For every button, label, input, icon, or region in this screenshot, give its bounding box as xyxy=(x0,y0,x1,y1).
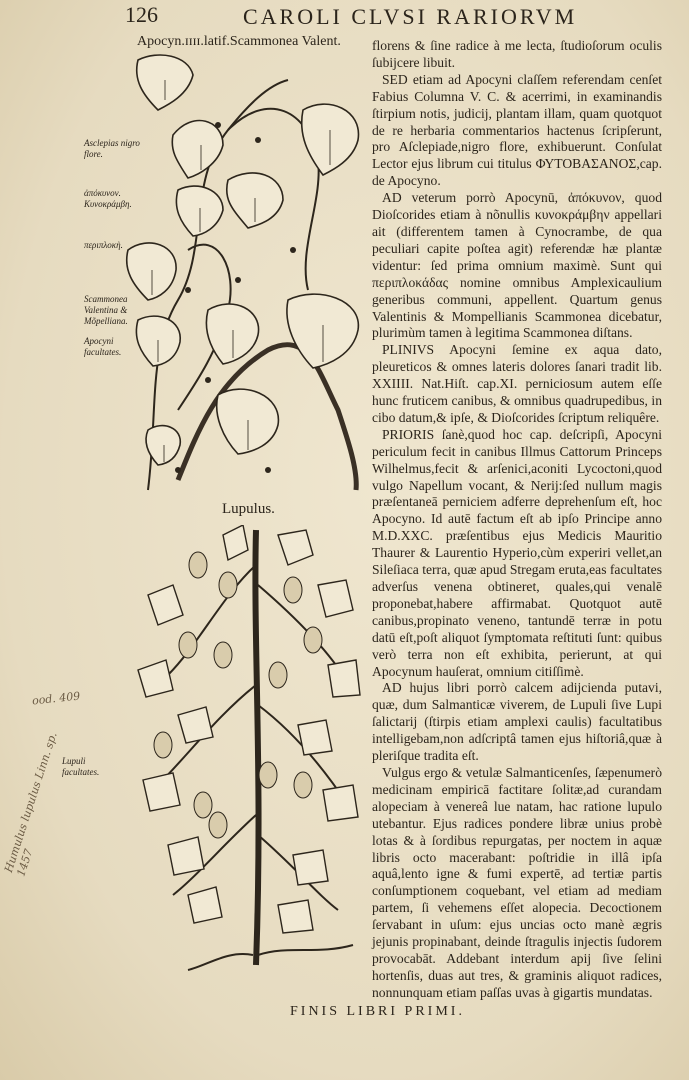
margin-note-periploke: περιπλοκὴ. xyxy=(84,240,123,250)
paragraph-lupulus-intro: AD hujus libri porrò calcem adijcienda putavi, quæ, dum Salmanticæ viverem, de Lupuli ſive Lupi ſalictarij (ſtirpis etiam amplexi caulis) facultatibus intelligebam,non adſcriptâ tamen ejus hiſtoriâ,quæ à pleriſque tradita eſt. xyxy=(372,680,662,764)
finis-libri-footer: FINIS LIBRI PRIMI. xyxy=(290,1004,465,1019)
figure-caption-lupulus: Lupulus. xyxy=(222,501,275,517)
apocynum-woodcut-illustration xyxy=(118,50,373,505)
handwritten-shelfmark: ood. 409 xyxy=(31,689,81,708)
margin-note-lupuli-facultates: Lupuli facultates. xyxy=(62,756,100,777)
lupulus-woodcut-illustration xyxy=(128,525,368,975)
paragraph-continuation: florens & ſine radice à me lecta, ſtudioſorum oculis ſubijcere libuit. xyxy=(372,38,662,70)
paragraph-prioris: PRIORIS ſanè,quod hoc cap. deſcripſi, Apocyni periculum fecit in canibus Illmus Cattorum Princeps Wilhelmus,fecit & arſenici,aconiti Lycoctoni,quod vulgo Napellum vocant, & Nerij:ſed nullum magis præſentaneā perniciem adferre deprehenſum eſt, hoc Apocyno. Id autē factum eſt ab ipſo Principe anno M.D.XXC. præſentibus ejus Medicis Mauritio Thaurer & Laurentio Hyperio,cùm experiri vellet,an Sileſiaca terra, quæ apud Stregam eruta,eas facultates adverſus venena obtineret, quales,qui venalē proponebat,habere affirmabat. Quotquot autē canibus,propinato veneno, tantundē terræ in potu datū eſt,poſt aliquot ſymptomata reſtituti ſunt: quibus verò terra non eſt exhibita, perierunt, at qui Apocynum hauſerat, omnium citiſſimè. xyxy=(372,426,662,679)
margin-note-asclepias: Asclepias nigro flore. xyxy=(84,138,140,159)
handwritten-linnaeus-note: Humulus lupulus Linn. sp. 1457 xyxy=(2,730,60,879)
figure-caption-apocynum: Apocyn.ɪɪɪɪ.latif.Scammonea Valent. xyxy=(137,34,341,49)
running-title: CAROLI CLVSI RARIORVM xyxy=(243,4,578,29)
margin-note-scammonea: Scammonea Valentina & Mõpelliana. xyxy=(84,294,128,326)
paragraph-veterum-apocynum: AD veterum porrò Apocynū, ἀπόκυνον, quod Dioſcorides etiam à nõnullis κυνοκράμβην appellari ait (differentem tamen à Cynocrambe, de qua peculiari capite poſtea agit) referendæ hæ plantæ videntur: ſed prima omnium maximè. Sunt qui περιπλοκάδας nomine omnibus Amplexicaulium generibus communi, appellent. Quartum genus Valentinis & Mompellianis Scammonea dicebatur, plurimùm tamen à legitima Scammonea diſtans. xyxy=(372,190,662,341)
paragraph-columna: SED etiam ad Apocyni claſſem referendam cenſet Fabius Columna V. C. & acerrimi, in examinandis ſtirpium notis, judicij, plantam illam, quam quotquot de re herbaria commentarios hactenus ſcripſerunt, pro Aſclepiade,nigro flore, exhibuerunt. Conſulat Lector ejus librum cui titulus ΦΥΤΟΒΑΣΑΝΟΣ,cap. de Apocyno. xyxy=(372,71,662,189)
body-text-column xyxy=(372,38,662,1002)
margin-note-apocyni-facultates: Apocyni facultates. xyxy=(84,336,122,357)
margin-note-apokynon: ἀπόκυνον. Κυνοκράμβη. xyxy=(84,188,132,209)
page-header xyxy=(125,2,669,32)
paragraph-plinius: PLINIVS Apocyni ſemine ex aqua dato, pleureticos & omnes lateris dolores ſanari tradit lib. XXIIII. Nat.Hiſt. cap.XI. perniciosum autem eſſe hunc fruticem canibus, & omnibus quadrupedibus, in cibo datum,& ipſe, & Dioſcorides ſcriptum reliquêre. xyxy=(372,342,662,425)
paragraph-lupulus-remedy: Vulgus ergo & vetulæ Salmanticenſes, ſæpenumerò medicinam empiricā factitare ſolitæ,ad curandam alopeciam à venereâ lue natam, hac ratione lupulo utebantur. Ejus radices pondere libræ unius probè lotas & à ſordibus repurgatas, per noctem in aquæ libris octo macerabant: poſtridie in illâ ipſa aquâ,lento igne & fumi expertē, ad tertiæ partis conſumptionem coquebant, vel etiam ad mediam partem, ſi vehemens eſſet alopecia. Decoctionem ſervabant in uſum: ejus uncias octo manè ægris jejunis propinabant, deinde ſtragulis injectis ſudorem provocabāt. Addebant interdum apij ſive ſelini hortenſis, duas aut tres, & graminis aliquot radices, nonnunquam etiam paſſas uvas à gigartis mundatas. xyxy=(372,764,662,1000)
page-number: 126 xyxy=(125,2,158,27)
